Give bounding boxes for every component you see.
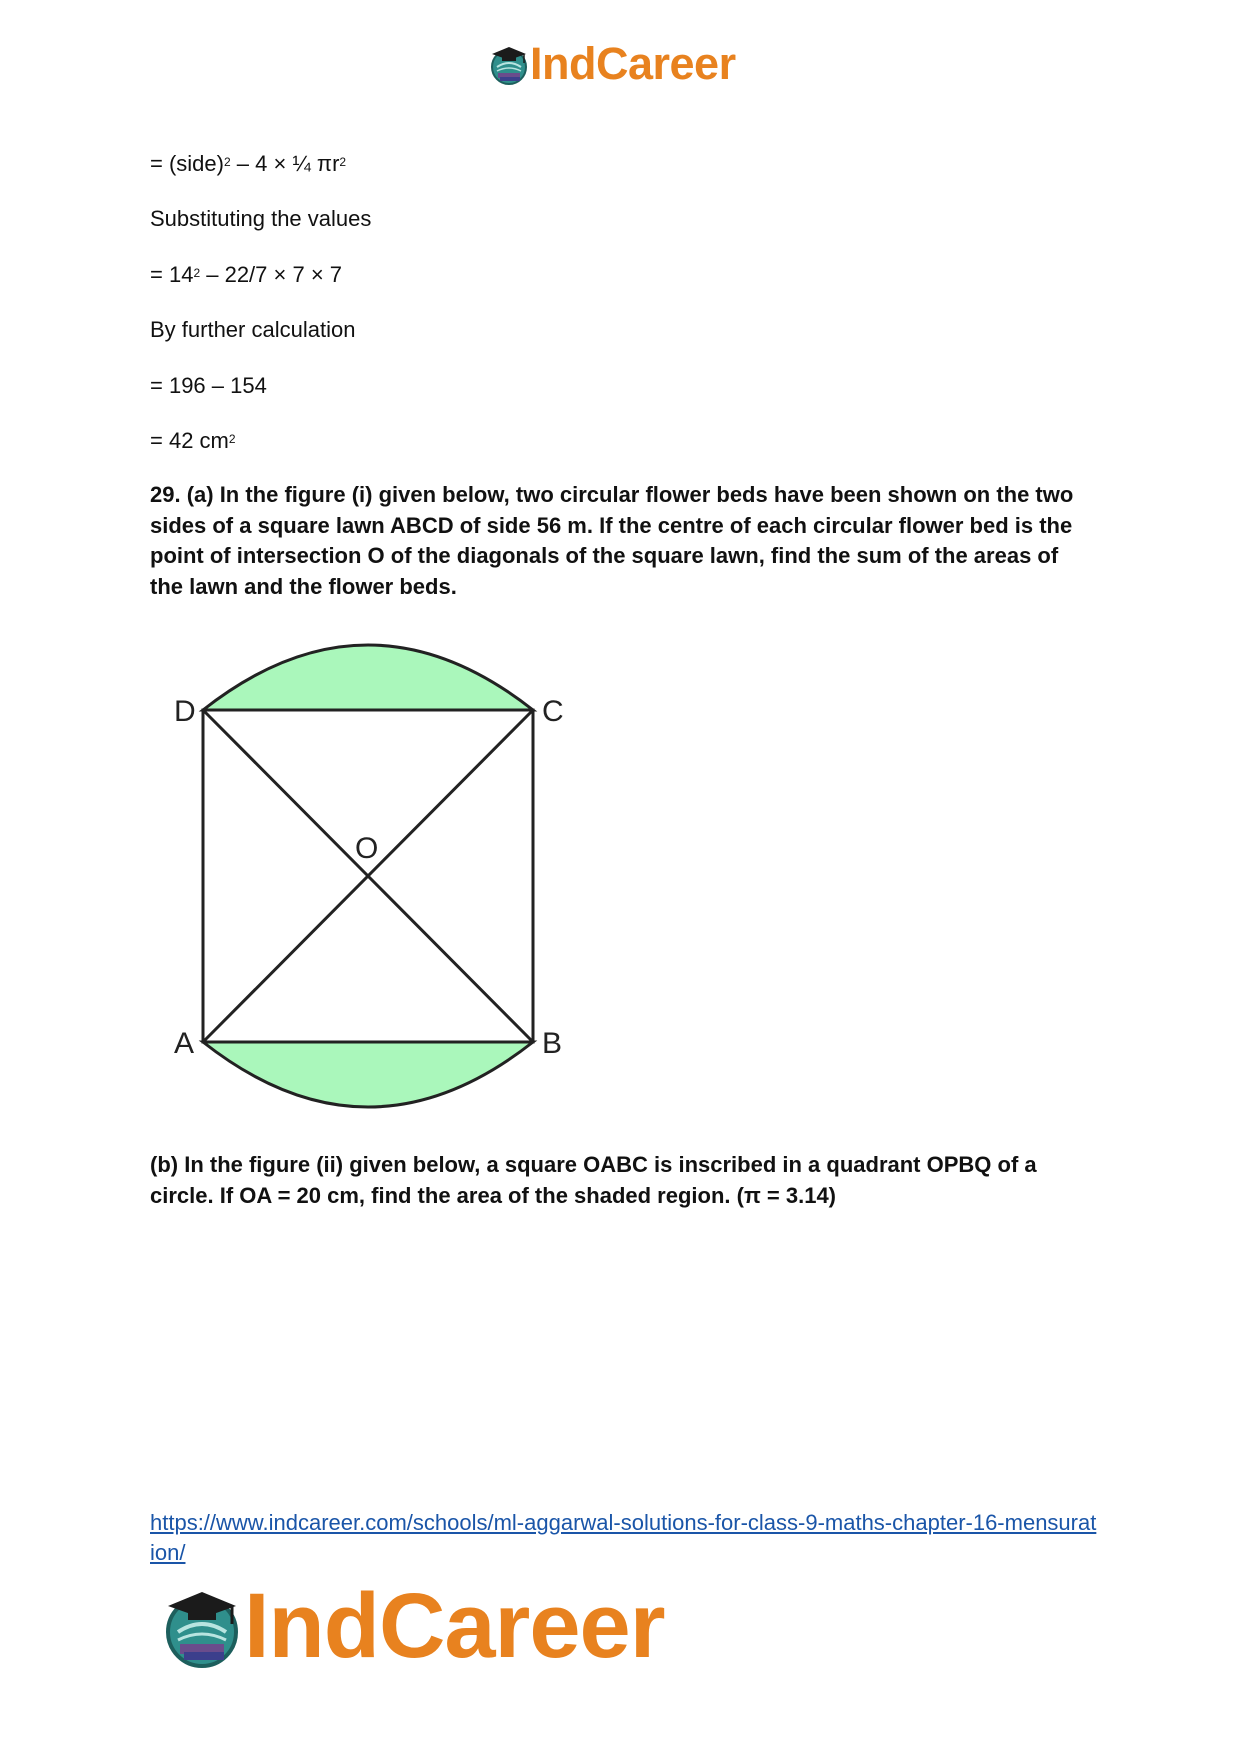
label-d: D <box>174 695 196 728</box>
line1-exponent-2: 2 <box>339 155 347 169</box>
footer-logo <box>160 1575 720 1677</box>
solution-line-5: = 196 – 154 <box>150 373 267 398</box>
top-flower-bed <box>203 645 533 710</box>
line1-exponent: 2 <box>223 155 231 169</box>
label-o: O <box>355 832 379 865</box>
line1-mid: – 4 × ¼ πr <box>230 151 340 176</box>
line6-prefix: = 42 cm <box>150 428 229 453</box>
question-29a: 29. (a) In the figure (i) given below, two circular flower beds have been shown on the two sides of a square lawn ABCD of side 56 m. If the centre of each circular flower bed is the point of intersection O of the diagonals of the square lawn, find the sum of the areas of the lawn and the flower beds. <box>150 482 1074 599</box>
line3-suffix: – 22/7 × 7 × 7 <box>200 262 343 287</box>
label-c: C <box>542 695 564 728</box>
figure-square-lawn <box>160 630 580 1135</box>
solution-line-1 <box>150 150 346 178</box>
line3-exponent: 2 <box>193 266 201 280</box>
graduation-cap-globe-icon <box>160 1586 244 1670</box>
graduation-cap-globe-icon <box>488 44 530 86</box>
header-logo <box>488 40 758 92</box>
bottom-flower-bed <box>203 1042 533 1107</box>
logo-text: IndCareer <box>530 38 736 89</box>
label-b: B <box>542 1027 563 1060</box>
line3-prefix: = 14 <box>150 262 194 287</box>
solution-line-3 <box>150 261 342 289</box>
square-lawn-diagram <box>160 630 580 1130</box>
question-29b: (b) In the figure (ii) given below, a square OABC is inscribed in a quadrant OPBQ of a circle. If OA = 20 cm, find the area of the shaded region. (π = 3.14) <box>150 1152 1037 1208</box>
line6-exponent: 2 <box>228 432 236 446</box>
line1-prefix: = (side) <box>150 151 224 176</box>
solution-line-4: By further calculation <box>150 317 356 342</box>
label-a: A <box>174 1027 195 1060</box>
source-link[interactable]: https://www.indcareer.com/schools/ml-aggarwal-solutions-for-class-9-maths-chapter-16-mensuration/ <box>150 1510 1097 1565</box>
solution-line-6 <box>150 427 236 455</box>
solution-line-2: Substituting the values <box>150 206 372 231</box>
footer-logo-text: IndCareer <box>244 1575 665 1677</box>
